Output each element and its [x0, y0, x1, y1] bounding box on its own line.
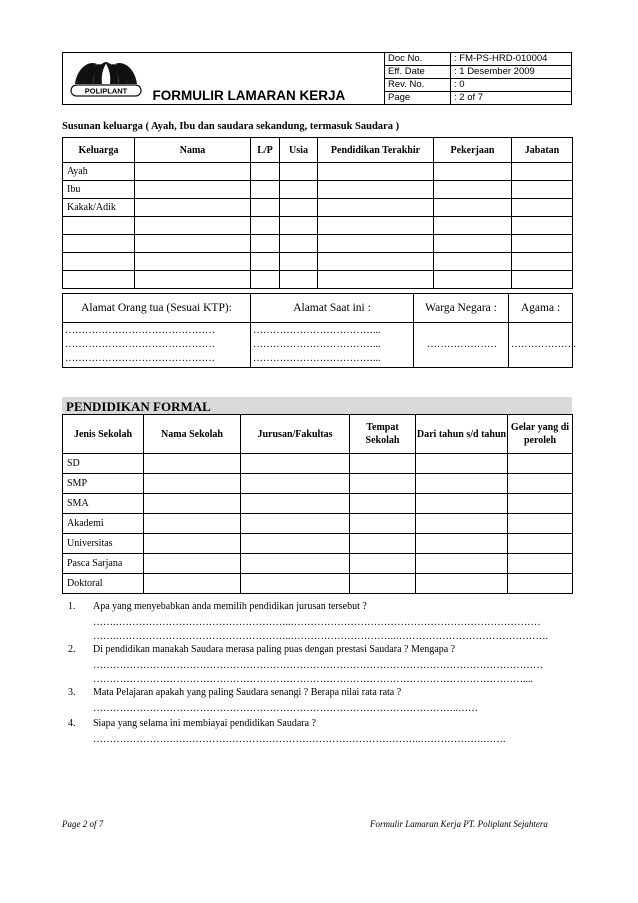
input-cell[interactable]: [416, 574, 508, 594]
table-row: [63, 454, 573, 474]
meta-label: Eff. Date: [385, 66, 451, 79]
input-cell[interactable]: [434, 235, 512, 253]
input-cell[interactable]: [416, 494, 508, 514]
input-cell[interactable]: [135, 235, 251, 253]
question-text: Siapa yang selama ini membiayai pendidikan Saudara ?: [93, 718, 316, 729]
meta-value: : 0: [451, 79, 572, 92]
input-cell[interactable]: [280, 253, 318, 271]
input-cell[interactable]: [508, 574, 573, 594]
input-cell[interactable]: [280, 271, 318, 289]
question-item: [68, 686, 568, 716]
input-cell[interactable]: [63, 235, 135, 253]
input-cell[interactable]: [318, 253, 434, 271]
input-cell[interactable]: [318, 181, 434, 199]
meta-label: Page: [385, 92, 451, 105]
input-cell[interactable]: [508, 514, 573, 534]
row-label: SD: [63, 454, 144, 474]
answer-line[interactable]: ………………………………………………………………………………………………..……: [93, 703, 478, 714]
input-cell[interactable]: [416, 554, 508, 574]
answer-line[interactable]: ………………………………………………………………………………………………………………………: [93, 660, 543, 671]
question-item: [68, 717, 568, 747]
form-title: FORMULIR LAMARAN KERJA: [149, 53, 385, 105]
input-cell[interactable]: [508, 554, 573, 574]
question-item: [68, 643, 568, 687]
answer-line[interactable]: …….……………………………………………..…………………………..……………………………………….: [93, 631, 548, 642]
table-row: [63, 474, 573, 494]
table-row: [63, 514, 573, 534]
column-header: Tempat Sekolah: [350, 415, 416, 454]
parents-address-label: Alamat Orang tua (Sesuai KTP):: [63, 294, 251, 323]
meta-label: Rev. No.: [385, 79, 451, 92]
parents-address-field[interactable]: ……………………………………… ……………………………………… ………………………………………: [63, 323, 251, 368]
column-header: L/P: [251, 138, 280, 163]
input-cell[interactable]: [144, 574, 241, 594]
table-row: [63, 554, 573, 574]
input-cell[interactable]: [508, 454, 573, 474]
question-item: [68, 600, 568, 644]
answer-line[interactable]: …………………….………………………………………………………………..……………….…….: [93, 734, 506, 745]
input-cell[interactable]: [512, 271, 573, 289]
input-cell[interactable]: [280, 235, 318, 253]
citizenship-label: Warga Negara :: [414, 294, 509, 323]
input-cell[interactable]: [241, 534, 350, 554]
row-label: Kakak/Adik: [63, 199, 135, 217]
table-row: [63, 235, 573, 253]
input-cell[interactable]: [63, 217, 135, 235]
table-row: [63, 181, 573, 199]
question-number: 4.: [68, 718, 76, 729]
current-address-label: Alamat Saat ini :: [251, 294, 414, 323]
input-cell[interactable]: [416, 454, 508, 474]
meta-value: : FM-PS-HRD-010004: [451, 53, 572, 66]
table-row: [63, 574, 573, 594]
input-cell[interactable]: [280, 181, 318, 199]
table-row: [63, 271, 573, 289]
row-label: Pasca Sarjana: [63, 554, 144, 574]
input-cell[interactable]: [135, 271, 251, 289]
input-cell[interactable]: [280, 163, 318, 181]
answer-line[interactable]: …………………………………………………………………………………………………………………....: [93, 674, 533, 685]
input-cell[interactable]: [135, 217, 251, 235]
question-number: 1.: [68, 601, 76, 612]
input-cell[interactable]: [318, 235, 434, 253]
document-header: [62, 52, 572, 105]
row-label: Doktoral: [63, 574, 144, 594]
family-table: [62, 137, 573, 289]
input-cell[interactable]: [251, 217, 280, 235]
input-cell[interactable]: [350, 474, 416, 494]
input-cell[interactable]: [135, 163, 251, 181]
input-cell[interactable]: [350, 514, 416, 534]
input-cell[interactable]: [350, 494, 416, 514]
input-cell[interactable]: [144, 554, 241, 574]
column-header: Nama: [135, 138, 251, 163]
input-cell[interactable]: [241, 454, 350, 474]
input-cell[interactable]: [144, 474, 241, 494]
logo-text: POLIPLANT: [84, 86, 127, 96]
row-label: Ayah: [63, 163, 135, 181]
input-cell[interactable]: [144, 534, 241, 554]
column-header: Usia: [280, 138, 318, 163]
meta-value: : 1 Desember 2009: [451, 66, 572, 79]
education-section-title: PENDIDIKAN FORMAL: [62, 397, 572, 414]
current-address-field[interactable]: ………………………………... ………………………………... ………………………………...: [251, 323, 414, 368]
question-text: Mata Pelajaran apakah yang paling Saudara senangi ? Berapa nilai rata rata ?: [93, 687, 402, 698]
input-cell[interactable]: [508, 494, 573, 514]
input-cell[interactable]: [251, 163, 280, 181]
input-cell[interactable]: [508, 534, 573, 554]
input-cell[interactable]: [416, 474, 508, 494]
input-cell[interactable]: [251, 181, 280, 199]
input-cell[interactable]: [135, 181, 251, 199]
column-header: Pekerjaan: [434, 138, 512, 163]
input-cell[interactable]: [350, 574, 416, 594]
input-cell[interactable]: [512, 163, 573, 181]
poliplant-logo: [67, 54, 145, 98]
column-header: Pendidikan Terakhir: [318, 138, 434, 163]
meta-label: Doc No.: [385, 53, 451, 66]
input-cell[interactable]: [434, 181, 512, 199]
table-row: [63, 199, 573, 217]
input-cell[interactable]: [280, 217, 318, 235]
input-cell[interactable]: [251, 199, 280, 217]
input-cell[interactable]: [416, 514, 508, 534]
input-cell[interactable]: [318, 217, 434, 235]
input-cell[interactable]: [251, 271, 280, 289]
input-cell[interactable]: [434, 217, 512, 235]
column-header: Jenis Sekolah: [63, 415, 144, 454]
answer-line[interactable]: …….……………………………………………..…………………………………………………………………: [93, 617, 541, 628]
question-text: Apa yang menyebabkan anda memilih pendidikan jurusan tersebut ?: [93, 601, 367, 612]
input-cell[interactable]: [241, 514, 350, 534]
input-cell[interactable]: [135, 253, 251, 271]
question-number: 2.: [68, 644, 76, 655]
input-cell[interactable]: [241, 554, 350, 574]
column-header: Gelar yang di peroleh: [508, 415, 573, 454]
input-cell[interactable]: [241, 494, 350, 514]
logo-cell: [63, 53, 149, 105]
row-label: SMP: [63, 474, 144, 494]
input-cell[interactable]: [251, 253, 280, 271]
question-number: 3.: [68, 687, 76, 698]
column-header: Keluarga: [63, 138, 135, 163]
meta-value: : 2 of 7: [451, 92, 572, 105]
input-cell[interactable]: [251, 235, 280, 253]
table-row: [63, 163, 573, 181]
input-cell[interactable]: [318, 271, 434, 289]
row-label: Universitas: [63, 534, 144, 554]
address-table: [62, 293, 576, 368]
input-cell[interactable]: [318, 199, 434, 217]
input-cell[interactable]: [63, 271, 135, 289]
row-label: Ibu: [63, 181, 135, 199]
input-cell[interactable]: [144, 494, 241, 514]
column-header: Jurusan/Fakultas: [241, 415, 350, 454]
table-row: [63, 534, 573, 554]
input-cell[interactable]: [241, 474, 350, 494]
input-cell[interactable]: [350, 534, 416, 554]
input-cell[interactable]: [434, 253, 512, 271]
input-cell[interactable]: [144, 454, 241, 474]
citizenship-field[interactable]: …………………: [414, 323, 509, 368]
religion-field[interactable]: ………………..: [509, 323, 573, 368]
input-cell[interactable]: [512, 253, 573, 271]
input-cell[interactable]: [350, 554, 416, 574]
input-cell[interactable]: [512, 217, 573, 235]
input-cell[interactable]: [280, 199, 318, 217]
family-section-title: Susunan keluarga ( Ayah, Ibu dan saudara sekandung, termasuk Saudara ): [62, 121, 400, 132]
table-row: [63, 253, 573, 271]
row-label: SMA: [63, 494, 144, 514]
column-header: Dari tahun s/d tahun: [416, 415, 508, 454]
table-row: [63, 494, 573, 514]
question-text: Di pendidikan manakah Saudara merasa paling puas dengan prestasi Saudara ? Mengapa ?: [93, 644, 456, 655]
table-header-row: [63, 138, 573, 163]
input-cell[interactable]: [416, 534, 508, 554]
input-cell[interactable]: [434, 163, 512, 181]
input-cell[interactable]: [241, 574, 350, 594]
input-cell[interactable]: [508, 474, 573, 494]
column-header: Nama Sekolah: [144, 415, 241, 454]
input-cell[interactable]: [63, 253, 135, 271]
input-cell[interactable]: [144, 514, 241, 534]
input-cell[interactable]: [135, 199, 251, 217]
column-header: Jabatan: [512, 138, 573, 163]
table-header-row: [63, 415, 573, 454]
footer-page-number: Page 2 of 7: [62, 819, 104, 829]
input-cell[interactable]: [512, 181, 573, 199]
row-label: Akademi: [63, 514, 144, 534]
input-cell[interactable]: [512, 199, 573, 217]
footer-document-name: Formulir Lamaran Kerja PT. Poliplant Sejahtera: [370, 819, 548, 829]
religion-label: Agama :: [509, 294, 573, 323]
table-row: [63, 217, 573, 235]
education-table: [62, 414, 573, 594]
input-cell[interactable]: [434, 199, 512, 217]
input-cell[interactable]: [512, 235, 573, 253]
input-cell[interactable]: [318, 163, 434, 181]
input-cell[interactable]: [350, 454, 416, 474]
input-cell[interactable]: [434, 271, 512, 289]
